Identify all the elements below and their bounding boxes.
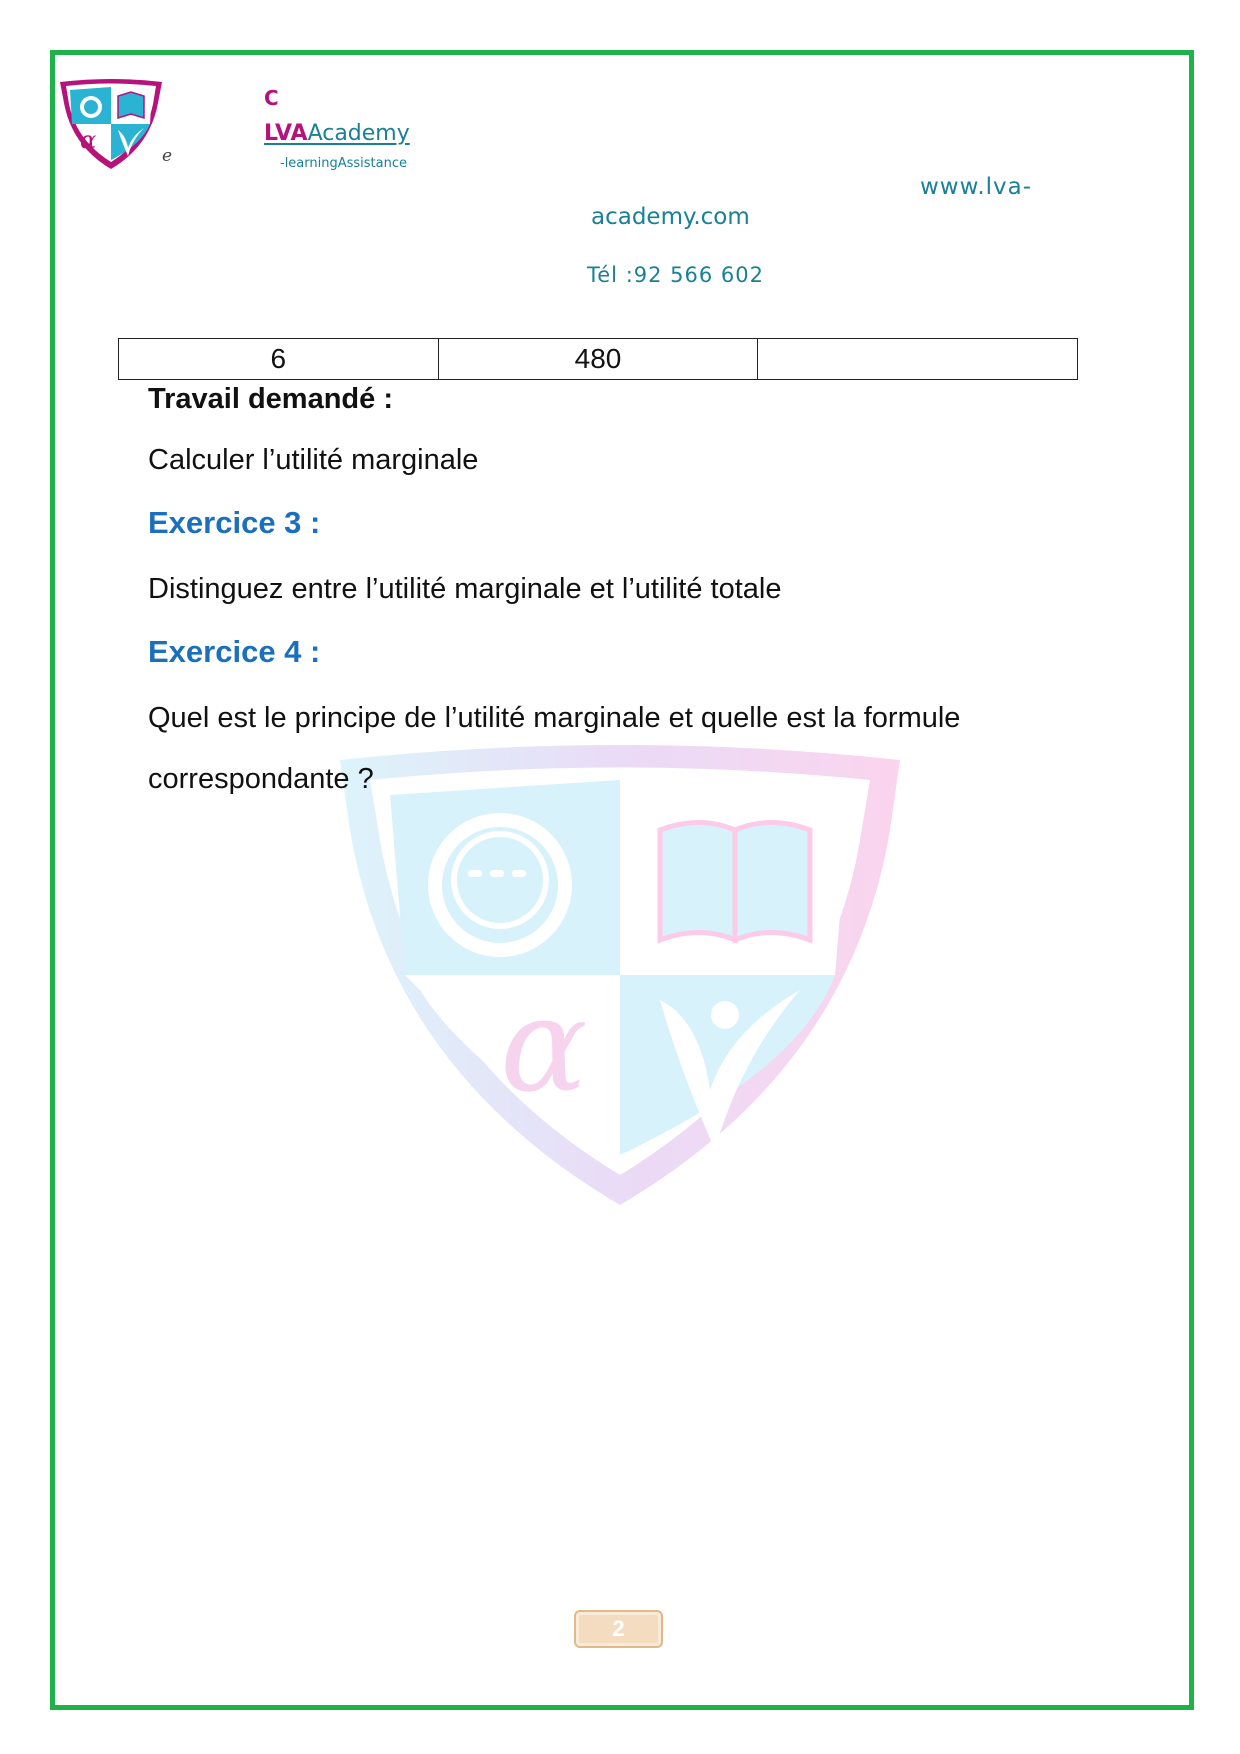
table-cell	[758, 339, 1078, 380]
logo-e-letter: e	[162, 146, 173, 166]
travail-label: Travail demandé :	[148, 383, 393, 415]
website-line-2: academy.com	[591, 204, 750, 230]
exercise-3-text: Distinguez entre l’utilité marginale et l’utilité totale	[148, 573, 782, 605]
table-row	[119, 339, 1078, 380]
exercise-4-heading: Exercice 4 :	[148, 634, 321, 669]
page-number: 2	[574, 1610, 663, 1648]
book-icon	[660, 823, 810, 941]
brand-academy: Academy	[307, 121, 410, 146]
brand-l: L	[264, 121, 275, 146]
table-cell: 6	[119, 339, 439, 380]
table-cell: 480	[438, 339, 758, 380]
exercise-4-text-line-2: correspondante ?	[148, 763, 374, 795]
phone-number: Tél :92 566 602	[587, 263, 765, 287]
alpha-icon: α	[500, 969, 588, 1121]
travail-text: Calculer l’utilité marginale	[148, 444, 479, 476]
brand-name	[264, 121, 410, 146]
data-table	[118, 338, 1078, 380]
brand-tagline: -learningAssistance	[280, 156, 407, 171]
exercise-4-text-line-1: Quel est le principe de l’utilité marginale et quelle est la formule	[148, 702, 961, 734]
svg-text:α: α	[80, 126, 97, 154]
brand-va: VA	[275, 121, 308, 146]
academy-shield-watermark	[330, 740, 910, 1210]
website-line-1: www.lva-	[920, 174, 1033, 200]
brand-initial: C	[264, 86, 279, 110]
academy-shield-logo	[58, 78, 164, 170]
exercise-3-heading: Exercice 3 :	[148, 505, 321, 540]
